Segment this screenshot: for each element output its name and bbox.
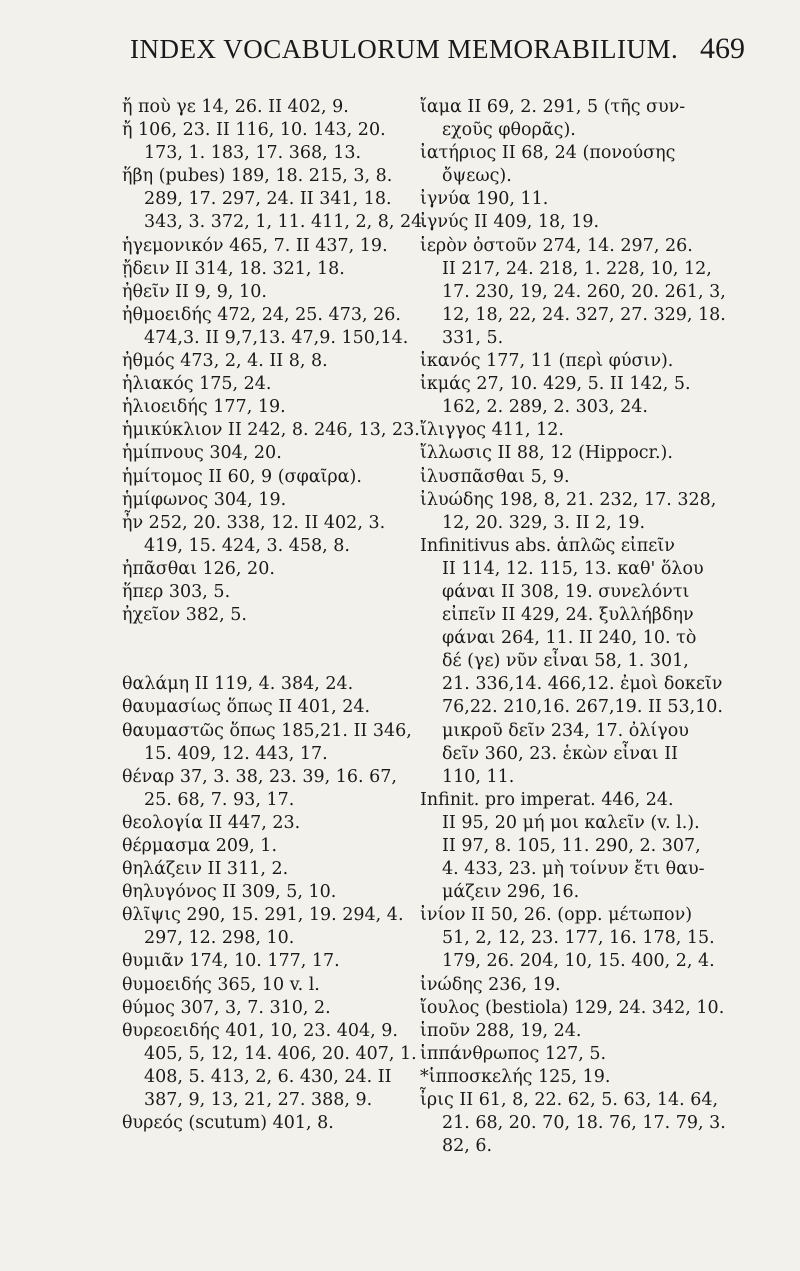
index-entry-line: θέρμασμα 209, 1. — [122, 836, 278, 856]
index-entry-line: 387, 9, 13, 21, 27. 388, 9. — [144, 1090, 373, 1111]
index-entry-line: ἱκανός 177, 11 (περὶ φύσιν). — [420, 351, 674, 372]
index-entry-line: φάναι 264, 11. II 240, 10. τὸ — [442, 628, 697, 649]
index-entry-line: ἰγνύς II 409, 18, 19. — [420, 212, 600, 233]
index-entry-line: ἠθμός 473, 2, 4. II 8, 8. — [122, 351, 328, 372]
section-gap — [122, 627, 394, 650]
header-title: INDEX VOCABULORUM MEMORABILIUM. — [130, 34, 679, 64]
index-entry-line: ὄψεως). — [442, 166, 512, 187]
index-entry-line: θέναρ 37, 3. 38, 23. 39, 16. 67, — [122, 766, 397, 787]
index-entry-line: εχοῦς φθορᾶς). — [442, 120, 576, 141]
index-entry-line: II 114, 12. 115, 13. καθ' ὅλου — [442, 558, 704, 579]
index-entry-line: μάζειν 296, 16. — [442, 882, 580, 903]
index-entry-line: θεολογία II 447, 23. — [122, 812, 301, 833]
index-entry-line: ἱποῦν 288, 19, 24. — [420, 1020, 582, 1041]
index-entry-line: ἰατήριος II 68, 24 (πονούσης — [420, 143, 676, 164]
index-entry-line: δεῖν 360, 23. ἑκὼν εἶναι II — [442, 743, 679, 764]
index-entry-line: 12, 18, 22, 24. 327, 27. 329, 18. — [442, 304, 726, 325]
index-entry-line: θαυμαστῶς ὅπως 185,21. II 346, — [122, 720, 412, 741]
index-entry-line: 408, 5. 413, 2, 6. 430, 24. II — [144, 1066, 392, 1087]
index-entry-line: 21. 68, 20. 70, 18. 76, 17. 79, 3. — [442, 1113, 726, 1134]
index-entry-line: II 97, 8. 105, 11. 290, 2. 307, — [442, 836, 701, 856]
index-entry-line: 76,22. 210,16. 267,19. II 53,10. — [442, 697, 723, 718]
index-entry-line: ἡλιακός 175, 24. — [122, 374, 272, 395]
section-gap — [122, 650, 394, 673]
index-entry-line: Infinitivus abs. ἁπλῶς εἰπεῖν — [420, 535, 675, 556]
index-entry-line: 297, 12. 298, 10. — [144, 928, 295, 949]
index-entry-line: II 217, 24. 218, 1. 228, 10, 12, — [442, 258, 712, 279]
index-entry-line: ἡμίπνους 304, 20. — [122, 443, 282, 464]
index-entry-line: 15. 409, 12. 443, 17. — [144, 743, 328, 764]
index-entry-line: 289, 17. 297, 24. II 341, 18. — [144, 189, 392, 210]
index-entry-line: ἠθμοειδής 472, 24, 25. 473, 26. — [122, 304, 401, 325]
index-entry-line: 21. 336,14. 466,12. ἐμοὶ δοκεῖν — [442, 674, 723, 695]
index-entry-line: ἱερὸν ὀστοῦν 274, 14. 297, 26. — [420, 235, 693, 256]
index-entry-line: θύμος 307, 3, 7. 310, 2. — [122, 997, 331, 1018]
index-entry-line: θηλάζειν II 311, 2. — [122, 859, 289, 880]
index-entry-line: θηλυγόνος II 309, 5, 10. — [122, 882, 337, 903]
index-entry-line: ἴαμα II 69, 2. 291, 5 (τῆς συν- — [420, 97, 686, 117]
index-entry-line: δέ (γε) νῦν εἶναι 58, 1. 301, — [442, 651, 689, 672]
index-entry-line: ἰλυώδης 198, 8, 21. 232, 17. 328, — [420, 489, 717, 510]
running-header — [0, 34, 800, 74]
index-entry-line: 4. 433, 23. μὴ τοίνυν ἔτι θαυ- — [442, 859, 705, 880]
index-entry-line: 179, 26. 204, 10, 15. 400, 2, 4. — [442, 951, 715, 972]
left-index-column — [122, 96, 428, 1135]
index-entry-line: 173, 1. 183, 17. 368, 13. — [144, 143, 362, 164]
right-index-column — [420, 96, 796, 1158]
index-entry-line: ᾔδειν II 314, 18. 321, 18. — [122, 258, 345, 279]
index-entry-line: 17. 230, 19, 24. 260, 20. 261, 3, — [442, 281, 726, 302]
index-entry-line: ἠθεῖν II 9, 9, 10. — [122, 281, 267, 302]
index-entry-line: ἤ 106, 23. II 116, 10. 143, 20. — [122, 120, 386, 141]
index-entry-line: θυρεοειδής 401, 10, 23. 404, 9. — [122, 1020, 398, 1041]
index-entry-line: θαλάμη II 119, 4. 384, 24. — [122, 674, 354, 695]
index-entry-line: φάναι II 308, 19. συνελόντι — [442, 581, 690, 602]
index-entry-line: ἴουλος (bestiola) 129, 24. 342, 10. — [420, 997, 725, 1018]
index-entry-line: ἰνίον II 50, 26. (opp. μέτωπον) — [420, 905, 693, 926]
index-entry-line: ἡμικύκλιον II 242, 8. 246, 13, 23. — [122, 420, 420, 441]
index-entry-line: ἡμίτομος II 60, 9 (σφαῖρα). — [122, 466, 362, 487]
index-entry-line: Infinit. pro imperat. 446, 24. — [420, 789, 674, 810]
index-entry-line: θλῖψις 290, 15. 291, 19. 294, 4. — [122, 905, 404, 926]
index-entry-line: ἰλυσπᾶσθαι 5, 9. — [420, 466, 570, 487]
index-entry-line: 51, 2, 12, 23. 177, 16. 178, 15. — [442, 928, 715, 949]
index-entry-line: ἰνώδης 236, 19. — [420, 974, 561, 995]
index-entry-line: ἤ ποὺ γε 14, 26. II 402, 9. — [122, 97, 349, 117]
index-entry-line: 12, 20. 329, 3. II 2, 19. — [442, 512, 646, 533]
index-entry-line: ἰγνύα 190, 11. — [420, 189, 549, 210]
index-entry-line: 25. 68, 7. 93, 17. — [144, 789, 295, 810]
index-entry-line: ἦν 252, 20. 338, 12. II 402, 3. — [122, 512, 386, 533]
index-entry-line: εἰπεῖν II 429, 24. ξυλλήβδην — [442, 605, 694, 626]
index-entry-line: θυρεός (scutum) 401, 8. — [122, 1113, 334, 1134]
index-entry-line: *ἱπποσκελής 125, 19. — [420, 1066, 611, 1087]
index-entry-line: ἠπᾶσθαι 126, 20. — [122, 558, 275, 579]
index-entry-line: θυμιᾶν 174, 10. 177, 17. — [122, 951, 340, 972]
index-entry-line: ἴλιγγος 411, 12. — [420, 420, 564, 441]
index-entry-line: μικροῦ δεῖν 234, 17. ὀλίγου — [442, 720, 689, 741]
index-entry-line: ἥπερ 303, 5. — [122, 581, 231, 602]
index-entry-line: ἥβη (pubes) 189, 18. 215, 3, 8. — [122, 166, 393, 187]
index-entry-line: 162, 2. 289, 2. 303, 24. — [442, 397, 648, 418]
index-entry-line: ἡγεμονικόν 465, 7. II 437, 19. — [122, 235, 388, 256]
index-entry-line: ἱππάνθρωπος 127, 5. — [420, 1043, 607, 1064]
index-entry-line: ἶρις II 61, 8, 22. 62, 5. 63, 14. 64, — [420, 1090, 719, 1111]
index-entry-line: 82, 6. — [442, 1136, 493, 1157]
index-entry-line: 474,3. II 9,7,13. 47,9. 150,14. — [144, 327, 409, 348]
index-entry-line: ἠχεῖον 382, 5. — [122, 605, 247, 626]
index-entry-line: 110, 11. — [442, 766, 515, 787]
index-entry-line: 405, 5, 12, 14. 406, 20. 407, 1. — [144, 1043, 417, 1064]
page-number: 469 — [700, 32, 745, 65]
index-entry-line: θυμοειδής 365, 10 v. l. — [122, 974, 320, 995]
index-entry-line: θαυμασίως ὅπως II 401, 24. — [122, 697, 371, 718]
index-entry-line: ἴλλωσις II 88, 12 (Hippocr.). — [420, 443, 673, 464]
index-entry-line: ἰκμάς 27, 10. 429, 5. II 142, 5. — [420, 374, 691, 395]
index-entry-line: ἡμίφωνος 304, 19. — [122, 489, 287, 510]
index-entry-line: II 95, 20 μή μοι καλεῖν (v. l.). — [442, 812, 700, 833]
index-entry-line: ἡλιοειδής 177, 19. — [122, 397, 286, 418]
index-entry-line: 331, 5. — [442, 327, 504, 348]
index-entry-line: 343, 3. 372, 1, 11. 411, 2, 8, 24. — [144, 212, 428, 233]
index-entry-line: 419, 15. 424, 3. 458, 8. — [144, 535, 350, 556]
